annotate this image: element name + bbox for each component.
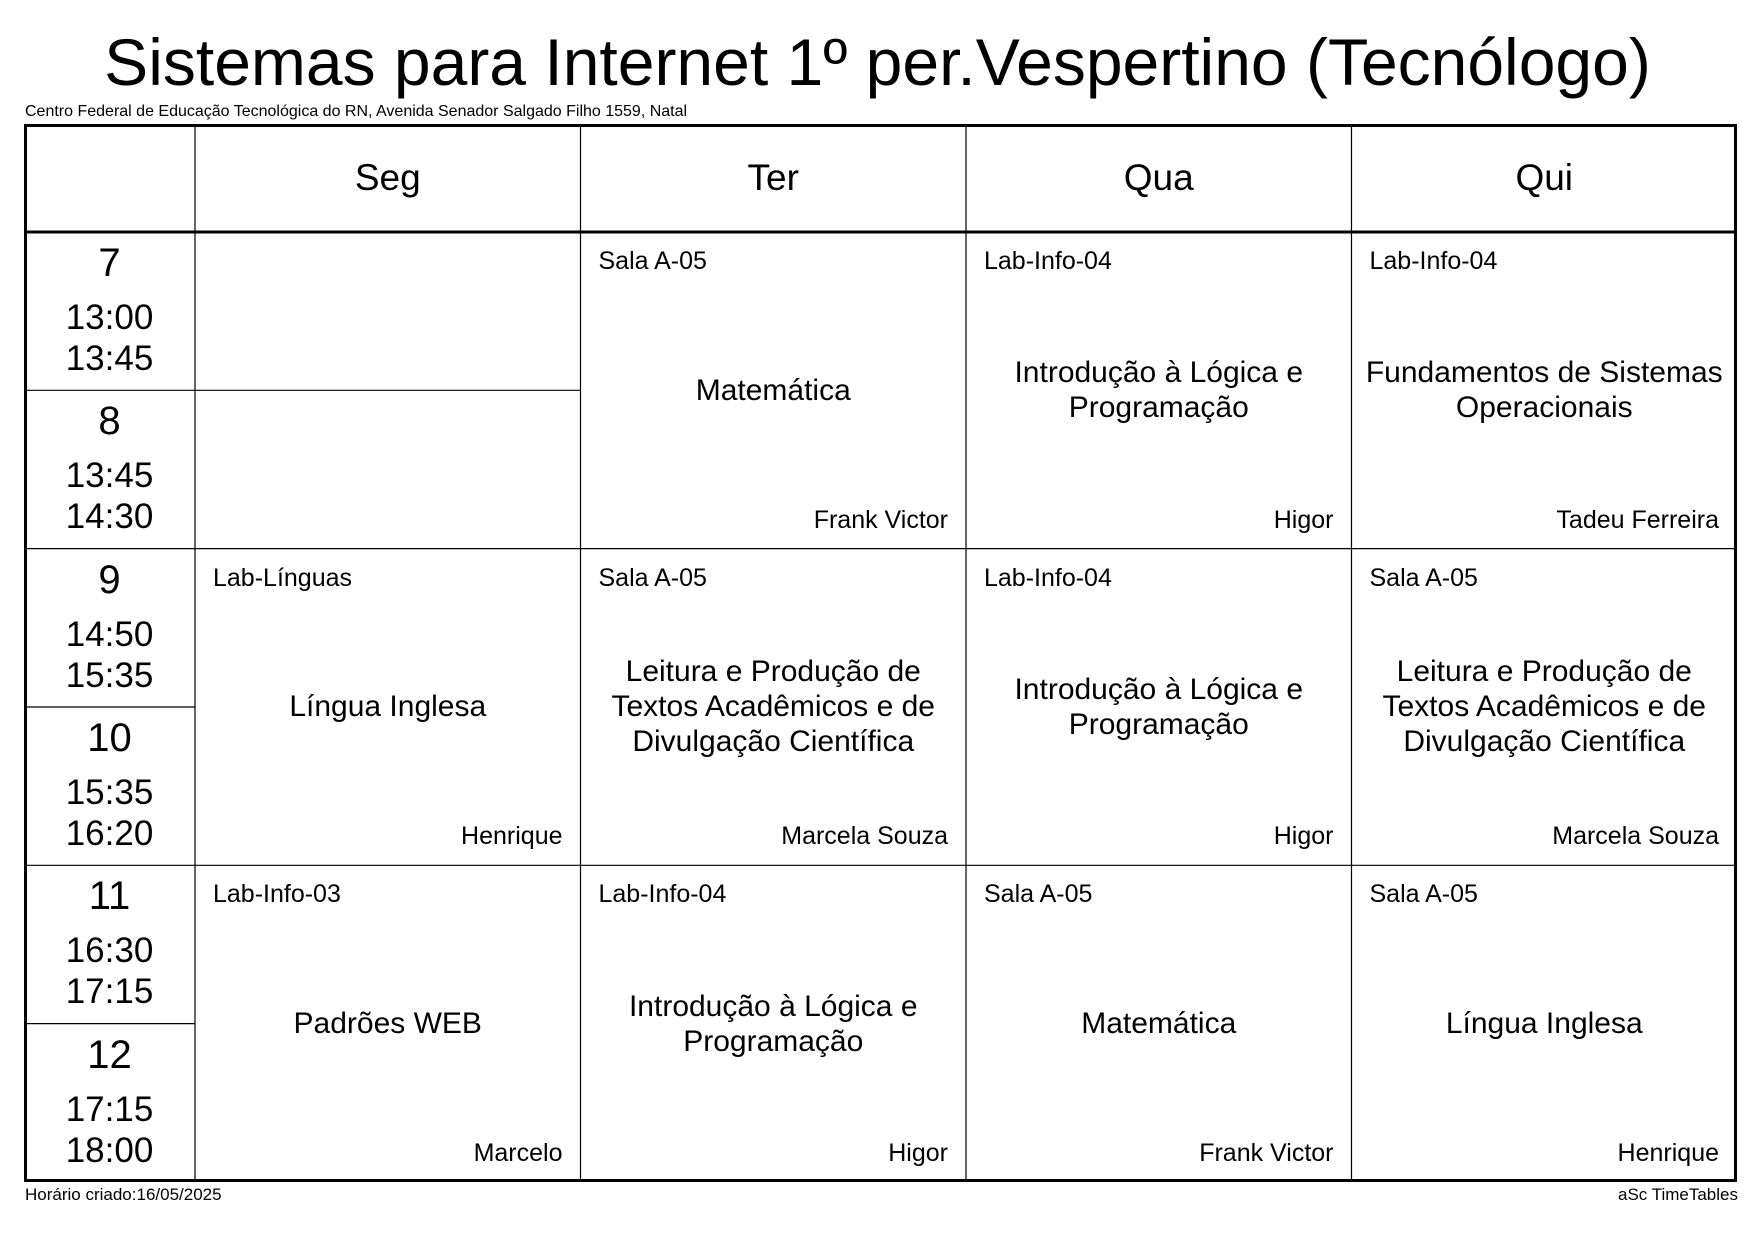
lesson-cell (581, 865, 967, 1182)
period-cell (24, 549, 195, 707)
period-start-time: 16:30 (65, 931, 154, 971)
period-end-time: 16:20 (65, 813, 154, 853)
period-start-time: 15:35 (65, 772, 154, 812)
lesson-teacher: Henrique (1617, 1138, 1719, 1167)
lesson-subject: Língua Inglesa (289, 690, 487, 724)
lesson-teacher: Marcela Souza (781, 822, 948, 851)
period-start-time: 14:50 (65, 614, 154, 654)
lesson-subject: Matemática (1081, 1007, 1237, 1041)
created-date: Horário criado:16/05/2025 (25, 1185, 222, 1204)
period-end-time: 15:35 (65, 655, 154, 695)
period-number: 8 (98, 399, 121, 444)
lesson-room: Lab-Info-04 (1369, 247, 1498, 275)
lesson-cell (1352, 865, 1738, 1182)
period-number: 10 (87, 715, 132, 760)
day-header: Qui (1515, 157, 1574, 198)
period-cell (24, 707, 195, 865)
lesson-subject: Matemática (695, 373, 851, 407)
period-number: 12 (87, 1032, 132, 1077)
lesson-cell (966, 549, 1352, 866)
lesson-room: Lab-Info-04 (984, 247, 1112, 275)
lesson-teacher: Henrique (461, 822, 563, 851)
lesson-subject: Leitura e Produção de Textos Acadêmicos e de Divulgação Científica (611, 655, 935, 759)
period-start-time: 13:45 (65, 456, 154, 496)
lesson-teacher: Frank Victor (1199, 1138, 1334, 1167)
lesson-cell (195, 865, 581, 1182)
lesson-teacher: Higor (888, 1138, 948, 1167)
period-start-time: 13:00 (65, 298, 154, 337)
lesson-room: Lab-Info-04 (598, 880, 727, 909)
software-credit: aSc TimeTables (1618, 1185, 1738, 1204)
lesson-teacher: Tadeu Ferreira (1556, 505, 1719, 534)
institution-address: Centro Federal de Educação Tecnológica do RN, Avenida Senador Salgado Filho 1559, Natal (25, 103, 688, 120)
lesson-cell (581, 549, 967, 866)
period-end-time: 17:15 (65, 972, 154, 1012)
lesson-room: Sala A-05 (1369, 880, 1478, 909)
lesson-cell (581, 232, 967, 549)
period-end-time: 14:30 (65, 497, 154, 537)
page-title: Sistemas para Internet 1º per.Vespertino (Tecnólogo) (104, 25, 1651, 99)
period-cell (24, 1024, 195, 1182)
lesson-subject: Introdução à Lógica e Programação (1014, 356, 1304, 425)
lesson-teacher: Frank Victor (813, 505, 948, 534)
day-header: Seg (354, 157, 421, 198)
period-cell (24, 390, 195, 548)
lesson-room: Sala A-05 (598, 563, 707, 592)
period-end-time: 18:00 (65, 1130, 154, 1170)
lesson-teacher: Marcela Souza (1552, 822, 1719, 851)
lesson-subject: Padrões WEB (293, 1007, 482, 1041)
lesson-cell (966, 232, 1352, 549)
lesson-subject: Leitura e Produção de Textos Acadêmicos e de Divulgação Científica (1382, 655, 1706, 759)
period-number: 11 (88, 874, 131, 919)
lesson-teacher: Marcelo (473, 1138, 563, 1167)
timetable-grid (24, 124, 1737, 1182)
lesson-room: Lab-Info-04 (984, 563, 1112, 592)
lesson-subject: Introdução à Lógica e Programação (628, 989, 918, 1058)
period-start-time: 17:15 (65, 1089, 154, 1129)
lesson-cell (195, 549, 581, 866)
lesson-teacher: Higor (1273, 505, 1334, 534)
period-number: 9 (98, 557, 121, 602)
lesson-room: Lab-Info-03 (213, 880, 341, 909)
lesson-room: Sala A-05 (984, 880, 1093, 909)
lesson-subject: Introdução à Lógica e Programação (1014, 672, 1304, 741)
period-cell (24, 232, 195, 390)
period-end-time: 13:45 (65, 339, 154, 378)
lesson-cell (1352, 232, 1738, 549)
lesson-subject: Fundamentos de Sistemas Operacionais (1365, 356, 1723, 425)
lesson-cell (1352, 549, 1738, 866)
day-header: Ter (747, 157, 799, 198)
lesson-teacher: Higor (1273, 822, 1334, 851)
lesson-room: Sala A-05 (1369, 563, 1478, 592)
lesson-cell (966, 865, 1352, 1182)
period-cell (24, 865, 195, 1023)
lesson-room: Lab-Línguas (213, 563, 353, 592)
lesson-room: Sala A-05 (598, 247, 707, 275)
day-header: Qua (1123, 157, 1194, 198)
period-number: 7 (98, 241, 121, 285)
lesson-subject: Língua Inglesa (1445, 1007, 1643, 1041)
